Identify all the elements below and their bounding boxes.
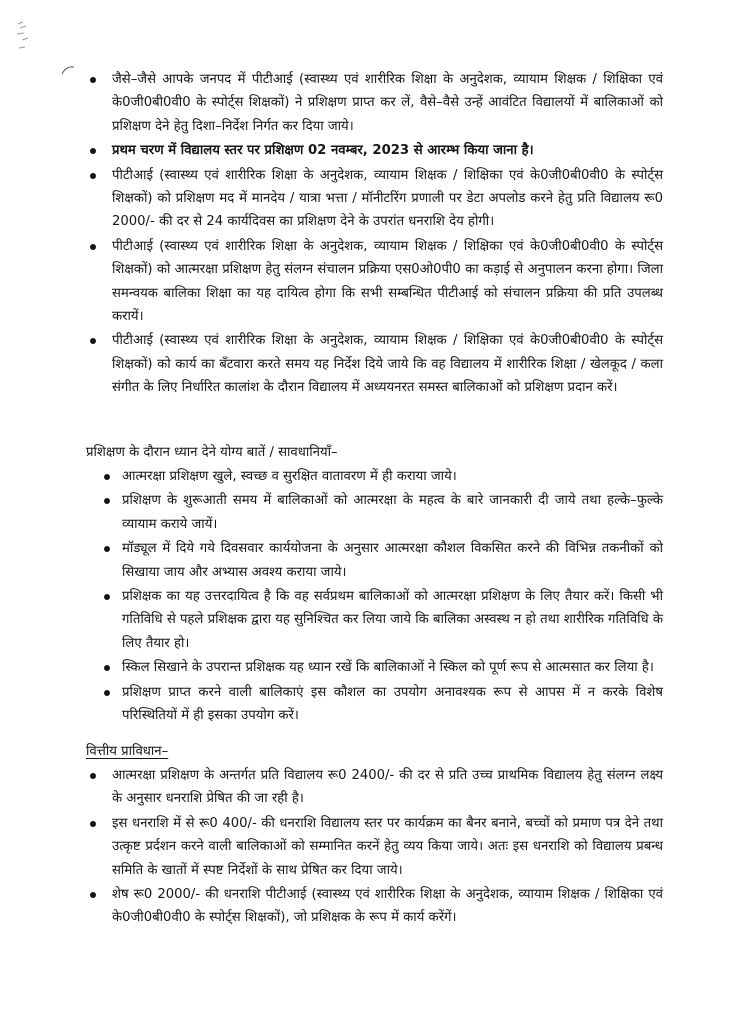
finance-heading: वित्तीय प्राविधान– — [86, 744, 169, 759]
bullet-icon — [90, 821, 96, 827]
list-item-text: पीटीआई (स्वास्थ्य एवं शारीरिक शिक्षा के अनुदेशक, व्यायाम शिक्षक / शिक्षिका एवं के0जी0बी0वी0 के स्पोर्ट्स शिक्षकों) को कार्य का बँटवारा करते समय यह निर्देश दिये जाये कि वह विद्यालय में शारीरिक शिक्षा / खेलकूद / कला संगीत के लिए निर्धारित कालांश के दौरान विद्यालय में अध्ययनरत समस्त बालिकाओं को प्रशिक्षण प्रदान करें। — [112, 333, 663, 396]
list-item-text: स्किल सिखाने के उपरान्त प्रशिक्षक यह ध्यान रखें कि बालिकाओं ने स्किल को पूर्ण रूप से आत्मसात कर लिया है। — [122, 660, 654, 676]
list-item-text: पीटीआई (स्वास्थ्य एवं शारीरिक शिक्षा के अनुदेशक, व्यायाम शिक्षक / शिक्षिका एवं के0जी0बी0वी0 के स्पोर्ट्स शिक्षकों) को प्रशिक्षण मद में मानदेय / यात्रा भत्ता / मॉनीटरिंग प्रणाली पर डेटा अपलोड करने हेतु प्रति विद्यालय रू0 2000/- की दर से 24 कार्यदिवस का प्रशिक्षण देने के उपरांत धनराशि देय होगी। — [112, 167, 663, 230]
list-item — [100, 656, 663, 679]
bullet-icon — [104, 474, 110, 480]
bullet-icon — [104, 498, 110, 504]
list-item-text: प्रथम चरण में विद्यालय स्तर पर प्रशिक्षण 02 नवम्बर, 2023 से आरम्भ किया जाना है। — [112, 143, 534, 159]
list-item-text: प्रशिक्षक का यह उत्तरदायित्व है कि वह सर्वप्रथम बालिकाओं को आत्मरक्षा प्रशिक्षण के लिए तैयार करें। किसी भी गतिविधि से पहले प्रशिक्षक द्वारा यह सुनिश्चित कर लिया जाये कि बालिका अस्वस्थ न हो तथा शारीरिक गतिविधि के लिए तैयार हो। — [122, 589, 663, 651]
list-item-text: शेष रू0 2000/- की धनराशि पीटीआई (स्वास्थ्य एवं शारीरिक शिक्षा के अनुदेशक, व्यायाम शिक्षक / शिक्षिका एवं के0जी0बी0वी0 के स्पोर्ट्स शिक्षकों), जो प्रशिक्षक के रूप में कार्य करेंगें। — [112, 887, 663, 926]
list-item — [86, 235, 663, 329]
list-item-text: जैसे–जैसे आपके जनपद में पीटीआई (स्वास्थ्य एवं शारीरिक शिक्षा के अनुदेशक, व्यायाम शिक्षक / शिक्षिका एवं के0जी0बी0वी0 के स्पोर्ट्स शिक्षकों) ने प्रशिक्षण प्राप्त कर लें, वैसे–वैसे उन्हें आवंटित विद्यालयों में बालिकाओं को प्रशिक्षण देने हेतु दिशा–निर्देश निर्गत कर दिया जाये। — [112, 72, 663, 134]
list-item-text: इस धनराशि में से रू0 400/- की धनराशि विद्यालय स्तर पर कार्यक्रम का बैनर बनाने, बच्चों को प्रमाण पत्र देने तथा उत्कृष्ट प्रर्दशन करने वाली बालिकाओं को सम्मानित करनें हेतु व्यय किया जाये। अतः इस धनराशि को विद्यालय प्रबन्ध समिति के खातों में स्पष्ट निर्देशों के साथ प्रेषित कर दिया जाये। — [112, 815, 663, 878]
precautions-list — [100, 465, 663, 727]
bullet-icon — [90, 244, 96, 250]
list-item-text: प्रशिक्षण प्राप्त करने वाली बालिकाएं इस कौशल का उपयोग अनावश्यक रूप से आपस में न करके विशेष परिस्थितियों में ही इसका उपयोग करें। — [122, 684, 663, 724]
list-item-text: प्रशिक्षण के शुरूआती समय में बालिकाओं को आत्मरक्षा के महत्व के बारे जानकारी दी जाये तथा हल्के–फुल्के व्यायाम कराये जायें। — [122, 493, 663, 532]
finance-list — [86, 764, 663, 930]
scan-mark-icon — [14, 18, 40, 58]
list-item — [86, 883, 663, 930]
precautions-heading: प्रशिक्षण के दौरान ध्यान देने योग्य बातें / सावधानियाँ– — [86, 445, 338, 460]
list-item — [100, 489, 663, 536]
bullet-icon — [90, 77, 96, 83]
list-item — [86, 329, 663, 399]
list-item-text: मॉड्यूल में दिये गये दिवसवार कार्ययोजना के अनुसार आत्मरक्षा कौशल विकसित करने की विभिन्न तकनीकों को सिखाया जाय और अभ्यास अवश्य कराया जाये। — [122, 541, 663, 580]
list-item-text: आत्मरक्षा प्रशिक्षण खुले, स्वच्छ व सुरक्षित वातावरण में ही कराया जाये। — [122, 469, 457, 484]
list-item — [86, 812, 663, 882]
bullet-icon — [104, 665, 110, 671]
list-item — [86, 68, 663, 138]
list-item — [86, 764, 663, 811]
list-item — [100, 465, 663, 488]
bullet-icon — [104, 546, 110, 552]
list-item-text: आत्मरक्षा प्रशिक्षण के अन्तर्गत प्रति विद्यालय रू0 2400/- की दर से प्रति उच्च प्राथमिक विद्यालय हेतु संलग्न लक्ष्य के अनुसार धनराशि प्रेषित की जा रही है। — [112, 768, 663, 807]
list-item — [100, 681, 663, 728]
list-item — [100, 585, 663, 655]
bullet-icon — [90, 773, 96, 779]
corner-mark-icon — [60, 64, 82, 76]
bullet-icon — [90, 892, 96, 898]
bullet-icon — [104, 690, 110, 696]
list-item — [86, 164, 663, 234]
bullet-icon — [90, 148, 96, 154]
bullet-icon — [90, 338, 96, 344]
list-item-text: पीटीआई (स्वास्थ्य एवं शारीरिक शिक्षा के अनुदेशक, व्यायाम शिक्षक / शिक्षिका एवं के0जी0बी0वी0 के स्पोर्ट्स शिक्षकों) को आत्मरक्षा प्रशिक्षण हेतु संलग्न संचालन प्रक्रिया एस0ओ0पी0 का कड़ाई से अनुपालन करना होगा। जिला समन्वयक बालिका शिक्षा का यह दायित्व होगा कि सभी सम्बन्धित पीटीआई को संचालन प्रक्रिया की प्रति उपलब्ध करायें। — [112, 238, 663, 325]
list-item — [86, 139, 663, 162]
bullet-icon — [90, 173, 96, 179]
bullet-icon — [104, 594, 110, 600]
instructions-list — [86, 68, 663, 400]
list-item — [100, 537, 663, 584]
